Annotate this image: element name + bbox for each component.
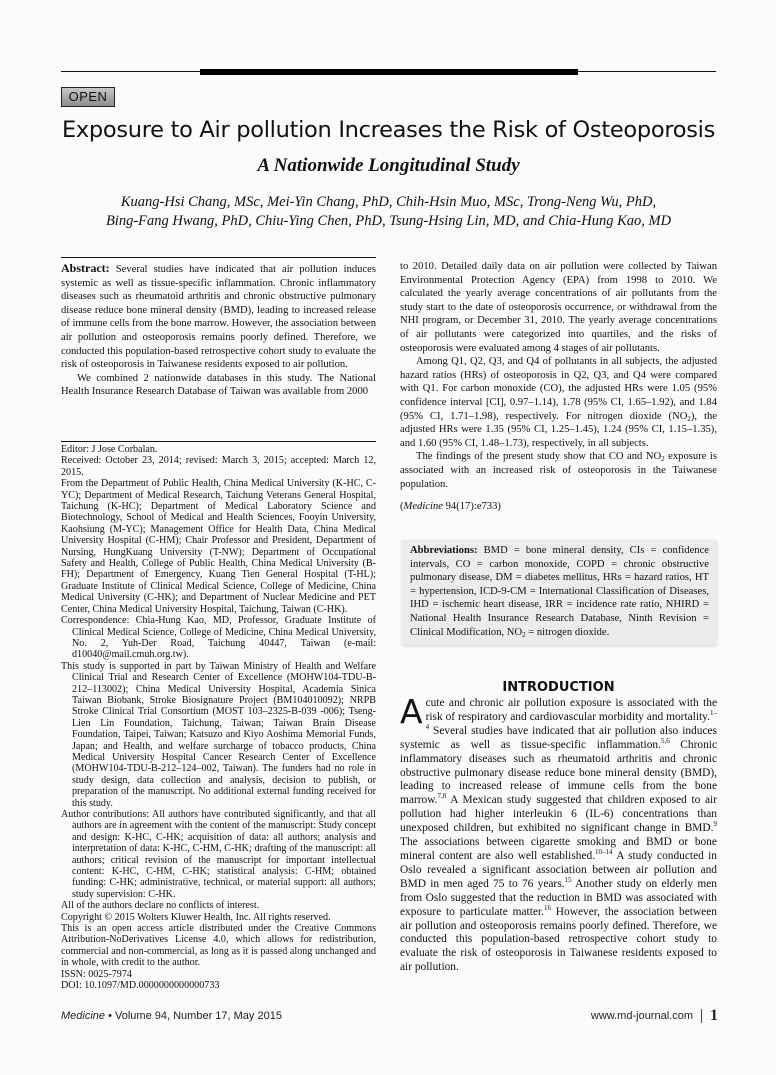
abbreviations-box: Abbreviations: BMD = bone mineral density, CIs = confidence intervals, CO = carbon monoxide, COPD = chronic obstructive pulmonary disease, DM = diabetes mellitus, HRs = hazard ratios, HT = hypertension, ICD-9-CM = International Classification of Diseases, IHD = ischemic heart disease, IRR = incidence rate ratio, NHIRD = National Health Insurance Research Database, Ninth Revision = Clinical Modification, $NO_2$ = nitrogen dioxide. [402, 540, 717, 645]
footer-journal-info [61, 1010, 282, 1022]
introduction-paragraph: Acute and chronic air pollution exposure is associated with the risk of respiratory and cardiovascular morbidity and mortality.$^{1-4}$ Several studies have indicated that air pollution also induces systemic as well as tissue-specific inflammation.$^{5,6}$ Chronic inflammatory diseases such as rheumatoid arthritis and chronic obstructive pulmonary disease reduce bone mineral density (BMD), leading to increased release of immune cells from the bone marrow.$^{7,8}$ A Mexican study suggested that children exposed to air pollution had higher interleukin 6 (IL-6) concentrations than unexposed children, but exhibited no significant change in BMD.$^9$ The associations between cigarette smoking and BMD or bone mineral content are also well established.$^{10-14}$ A study conducted in Oslo revealed a significant association between air pollution and BMD in men aged 75 to 76 years.$^{15}$ Another study on elderly men from Oslo suggested that the reduction in BMD was associated with exposure to particulate matter.$^{16}$ However, the association between air pollution and osteoporosis remains poorly defined. Therefore, we conducted this population-based retrospective cohort study to evaluate the risk of osteoporosis in Taiwanese residents exposed to air pollution. [400, 692, 718, 974]
citation: (Medicine 94(17):e733) [400, 501, 501, 513]
introduction-heading: INTRODUCTION [502, 680, 615, 695]
editor-line: Editor: J Jose Corbalan. [61, 444, 158, 455]
author-contributions: Author contributions: All authors have contributed significantly, and that all authors are in agreement with the content of the manuscript: Study concept and design: K-HC, C-HK; acquisition of data: all authors; analysis and interpretation of data: K-HC, C-HM, C-HK; drafting of the manuscript: all authors; critical revision of the manuscript for important intellectual content: K-HC, C-HM, C-HK; statistical analysis: C-HM; obtained funding: C-HK; administrative, technical, or material support: all authors; study supervision: C-HK. [61, 809, 376, 900]
introduction-body [400, 692, 718, 975]
abstract-right [400, 260, 717, 514]
footer-bullet: • [108, 1010, 112, 1022]
abstract-paragraph-1 [61, 262, 376, 372]
footer-divider [701, 1009, 702, 1023]
reference: 9 [713, 820, 717, 829]
reference: 15 [564, 875, 572, 884]
doi: DOI: 10.1097/MD.0000000000000733 [61, 980, 220, 992]
authors-line-1: Kuang-Hsi Chang, MSc, Mei-Yin Chang, PhD, Chih-Hsin Muo, MSc, Trong-Neng Wu, PhD, [120, 194, 657, 210]
abstract-text: Several studies have indicated that air pollution induces systemic as well as tissue-specific inflammation. Chronic inflammatory diseases such as rheumatoid arthritis and chronic obstructive pulmonary disease reduce bone mineral density (BMD), leading to increased release of immune cells from the bone marrow. However, the association between air pollution and osteoporosis remains poorly defined. Therefore, we conducted this population-based retrospective cohort study to evaluate the risk of osteoporosis in Taiwanese residents exposed to air pollution. [61, 264, 376, 371]
abstract-left [61, 262, 376, 399]
reference: 7,8 [437, 792, 447, 801]
page-number: 1 [710, 1007, 718, 1024]
footer-journal-name: Medicine [61, 1010, 106, 1022]
open-access-badge: OPEN [61, 87, 115, 107]
abstract-paragraph-4: The findings of the present study show that CO and $NO_2$ exposure is associated with an increased risk of osteoporosis in the Taiwanese population. [400, 451, 717, 490]
abstract-rule-bottom [61, 441, 376, 442]
reference: 10–14 [595, 847, 613, 856]
affiliations: From the Department of Public Health, China Medical University (K-HC, C-YC); Department of Medical Research, Taichung Veterans General Hospital, Taichung (K-HC); Department of Medical Laboratory Science and Biotechnology, School of Medical and Health Sciences, Fooyin University, Kaohsiung (M-YC); Management Office for Health Data, China Medical University Hospital (C-HM); Chair Professor and President, Department of Nursing, HungKuang University (T-NW); Department of Occupational Safety and Health, College of Public Health, China Medical University (B-FH); Department of Emergency, Kuang Tien General Hospital (T-HL); Graduate Institute of Clinical Medical Science, College of Medicine, China Medical University (C-HK); and Department of Nuclear Medicine and PET Center, China Medical University Hospital, Taichung, Taiwan (C-HK). [61, 478, 376, 615]
reference: 16 [543, 903, 551, 912]
dates-line: Received: October 23, 2014; revised: March 3, 2015; accepted: March 12, 2015. [61, 455, 376, 478]
issn: ISSN: 0025-7974 [61, 968, 132, 980]
funding: This study is supported in part by Taiwan Ministry of Health and Welfare Clinical Trial and Research Center of Excellence (MOHW104-TDU-B-212–113002); China Medical University Hospital, Academia Sinica Taiwan Biobank, Stroke Biosignature Project (BM104010092); NRPB Stroke Clinical Trial Consortium (MOST 103–2325-B-039 -006); Tseng-Lien Lin Foundation, Taichung, Taiwan; Taiwan Brain Disease Foundation, Taipei, Taiwan; Katsuzo and Kiyo Aoshima Memorial Funds, Japan; and Health, and welfare surcharge of tobacco products, China Medical University Hospital Cancer Research Center of Excellence (MOHW104-TDU-B-212–124–002, Taiwan). The funders had no role in study design, data collection and analysis, decision to publish, or preparation of the manuscript. No additional external funding received for this study. [61, 660, 376, 809]
article-subtitle: A Nationwide Longitudinal Study [257, 155, 520, 176]
abbreviations-label: Abbreviations: [410, 545, 478, 556]
front-matter [61, 444, 376, 992]
copyright: Copyright © 2015 Wolters Kluwer Health, Inc. All rights reserved. [61, 911, 331, 923]
abstract-paragraph-3: Among Q1, Q2, Q3, and Q4 of pollutants in all subjects, the adjusted hazard ratios (HRs) of osteoporosis in Q2, Q3, and Q4 were compared with Q1. For carbon monoxide (CO), the adjusted HRs were 1.05 (95% confidence interval [CI], 0.97–1.14), 1.78 (95% CI, 1.65–1.92), and 1.84 (95% CI, 1.71–1.98), respectively. For nitrogen dioxide $(NO_2)$, the adjusted HRs were 1.35 (95% CI, 1.25–1.45), 1.24 (95% CI, 1.15–1.35), and 1.60 (95% CI, 1.48–1.73), respectively, in all subjects. [400, 356, 717, 449]
abstract-label: Abstract: [61, 261, 110, 275]
header-rule-thick [200, 69, 578, 75]
correspondence: Correspondence: Chia-Hung Kao, MD, Professor, Graduate Institute of Clinical Medical Science, College of Medicine, China Medical University, No. 2, Yuh-Der Road, Taichung 40447, Taiwan (e-mail: d10040@mail.cmuh.org.tw). [61, 615, 376, 661]
license: This is an open access article distributed under the Creative Commons Attribution-NoDerivatives License 4.0, which allows for redistribution, commercial and non-commercial, as long as it is passed along unchanged and in whole, with credit to the author. [61, 923, 376, 969]
drop-cap: A [400, 692, 423, 731]
author-list [61, 193, 716, 231]
abstract-paragraph-2: We combined 2 nationwide databases in this study. The National Health Insurance Research Database of Taiwan was available from 2000 [61, 372, 376, 398]
abstract-rule-top [61, 257, 376, 258]
footer-website-link[interactable]: www.md-journal.com [590, 1010, 693, 1022]
conflicts: All of the authors declare no conflicts of interest. [61, 900, 260, 912]
article-title: Exposure to Air pollution Increases the Risk of Osteoporosis [61, 117, 716, 143]
abstract-paragraph-2-cont: to 2010. Detailed daily data on air pollution were collected by Taiwan Environmental Protection Agency (EPA) from 1998 to 2010. We calculated the yearly average concentrations of air pollutants from the study start to the date of osteoporosis occurrence, or withdrawal from the NHI program, or December 31, 2010. The yearly average concentrations of air pollutants were categorized into quartiles, and the risks of osteoporosis were evaluated among 4 stages of air pollutants. [400, 261, 717, 354]
footer-right [591, 1007, 718, 1025]
reference: 1–4 [425, 708, 717, 731]
authors-line-2: Bing-Fang Hwang, PhD, Chiu-Ying Chen, PhD, Tsung-Hsing Lin, MD, and Chia-Hung Kao, MD [105, 213, 672, 229]
footer-issue: Volume 94, Number 17, May 2015 [115, 1010, 282, 1022]
reference: 5,6 [660, 736, 670, 745]
